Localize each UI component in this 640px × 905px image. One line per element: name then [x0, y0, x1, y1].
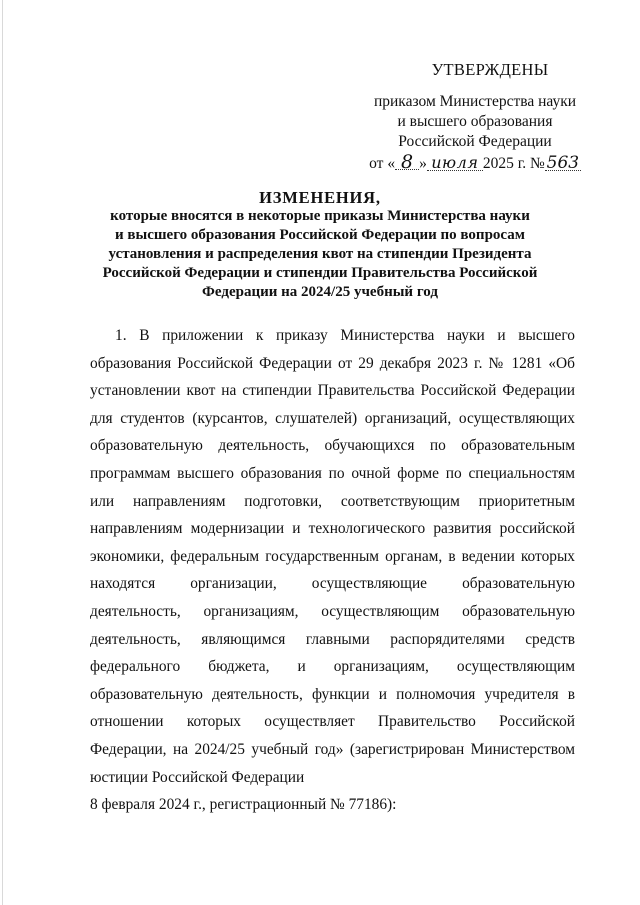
title-subtitle-line: Российской Федерации и стипендии Правительства Российской: [102, 265, 538, 281]
document-title: [60, 188, 580, 302]
date-month-handwritten: июля: [427, 153, 483, 173]
title-main: ИЗМЕНЕНИЯ,: [259, 188, 381, 207]
title-subtitle-line: и высшего образования Российской Федерации по вопросам: [115, 227, 525, 243]
paragraph-1: 1. В приложении к приказу Министерства науки и высшего образования Российской Федерации от 29 декабря 2023 г. № 1281 «Об установлении квот на стипендии Правительства Российской Федерации для студентов (курсантов, слушателей) организаций, осуществляющих образовательную деятельность, обучающихся по образовательным программам высшего образования по очной форме по специальностям или направлениям подготовки, соответствующим приоритетным направлениям модернизации и технологического развития российской экономики, федеральным государственным органам, в ведении которых находятся организации, осуществляющие образовательную деятельность, организациям, осуществляющим образовательную деятельность, являющимся главными распорядителями средств федерального бюджета, и организациям, осуществляющим образовательную деятельность, функции и полномочия учредителя в отношении которых осуществляет Правительство Российской Федерации, на 2024/25 учебный год» (зарегистрирован Министерством юстиции Российской Федерации: [90, 327, 575, 786]
approval-line-3: Российской Федерации: [398, 133, 552, 150]
paragraph-1-tail: 8 февраля 2024 г., регистрационный № 77186):: [90, 796, 397, 814]
approval-line-2: и высшего образования: [397, 113, 553, 130]
date-prefix: от «: [369, 155, 396, 172]
date-day-handwritten: 8: [395, 152, 419, 172]
order-number-handwritten: 563: [546, 153, 580, 173]
approval-line-1: приказом Министерства науки: [373, 93, 577, 110]
document-body: [90, 322, 575, 819]
approval-date-line: [360, 152, 590, 174]
approval-block: [360, 60, 590, 174]
title-subtitle-line: которые вносятся в некоторые приказы Министерства науки: [110, 208, 530, 224]
title-subtitle-line: Федерации на 2024/25 учебный год: [202, 284, 438, 300]
date-sep: »: [419, 155, 427, 172]
date-year: 2025 г. №: [482, 155, 545, 172]
approval-heading: УТВЕРЖДЕНЫ: [431, 60, 549, 79]
title-subtitle-line: установления и распределения квот на стипендии Президента: [108, 246, 532, 262]
page-edge: [2, 0, 3, 905]
